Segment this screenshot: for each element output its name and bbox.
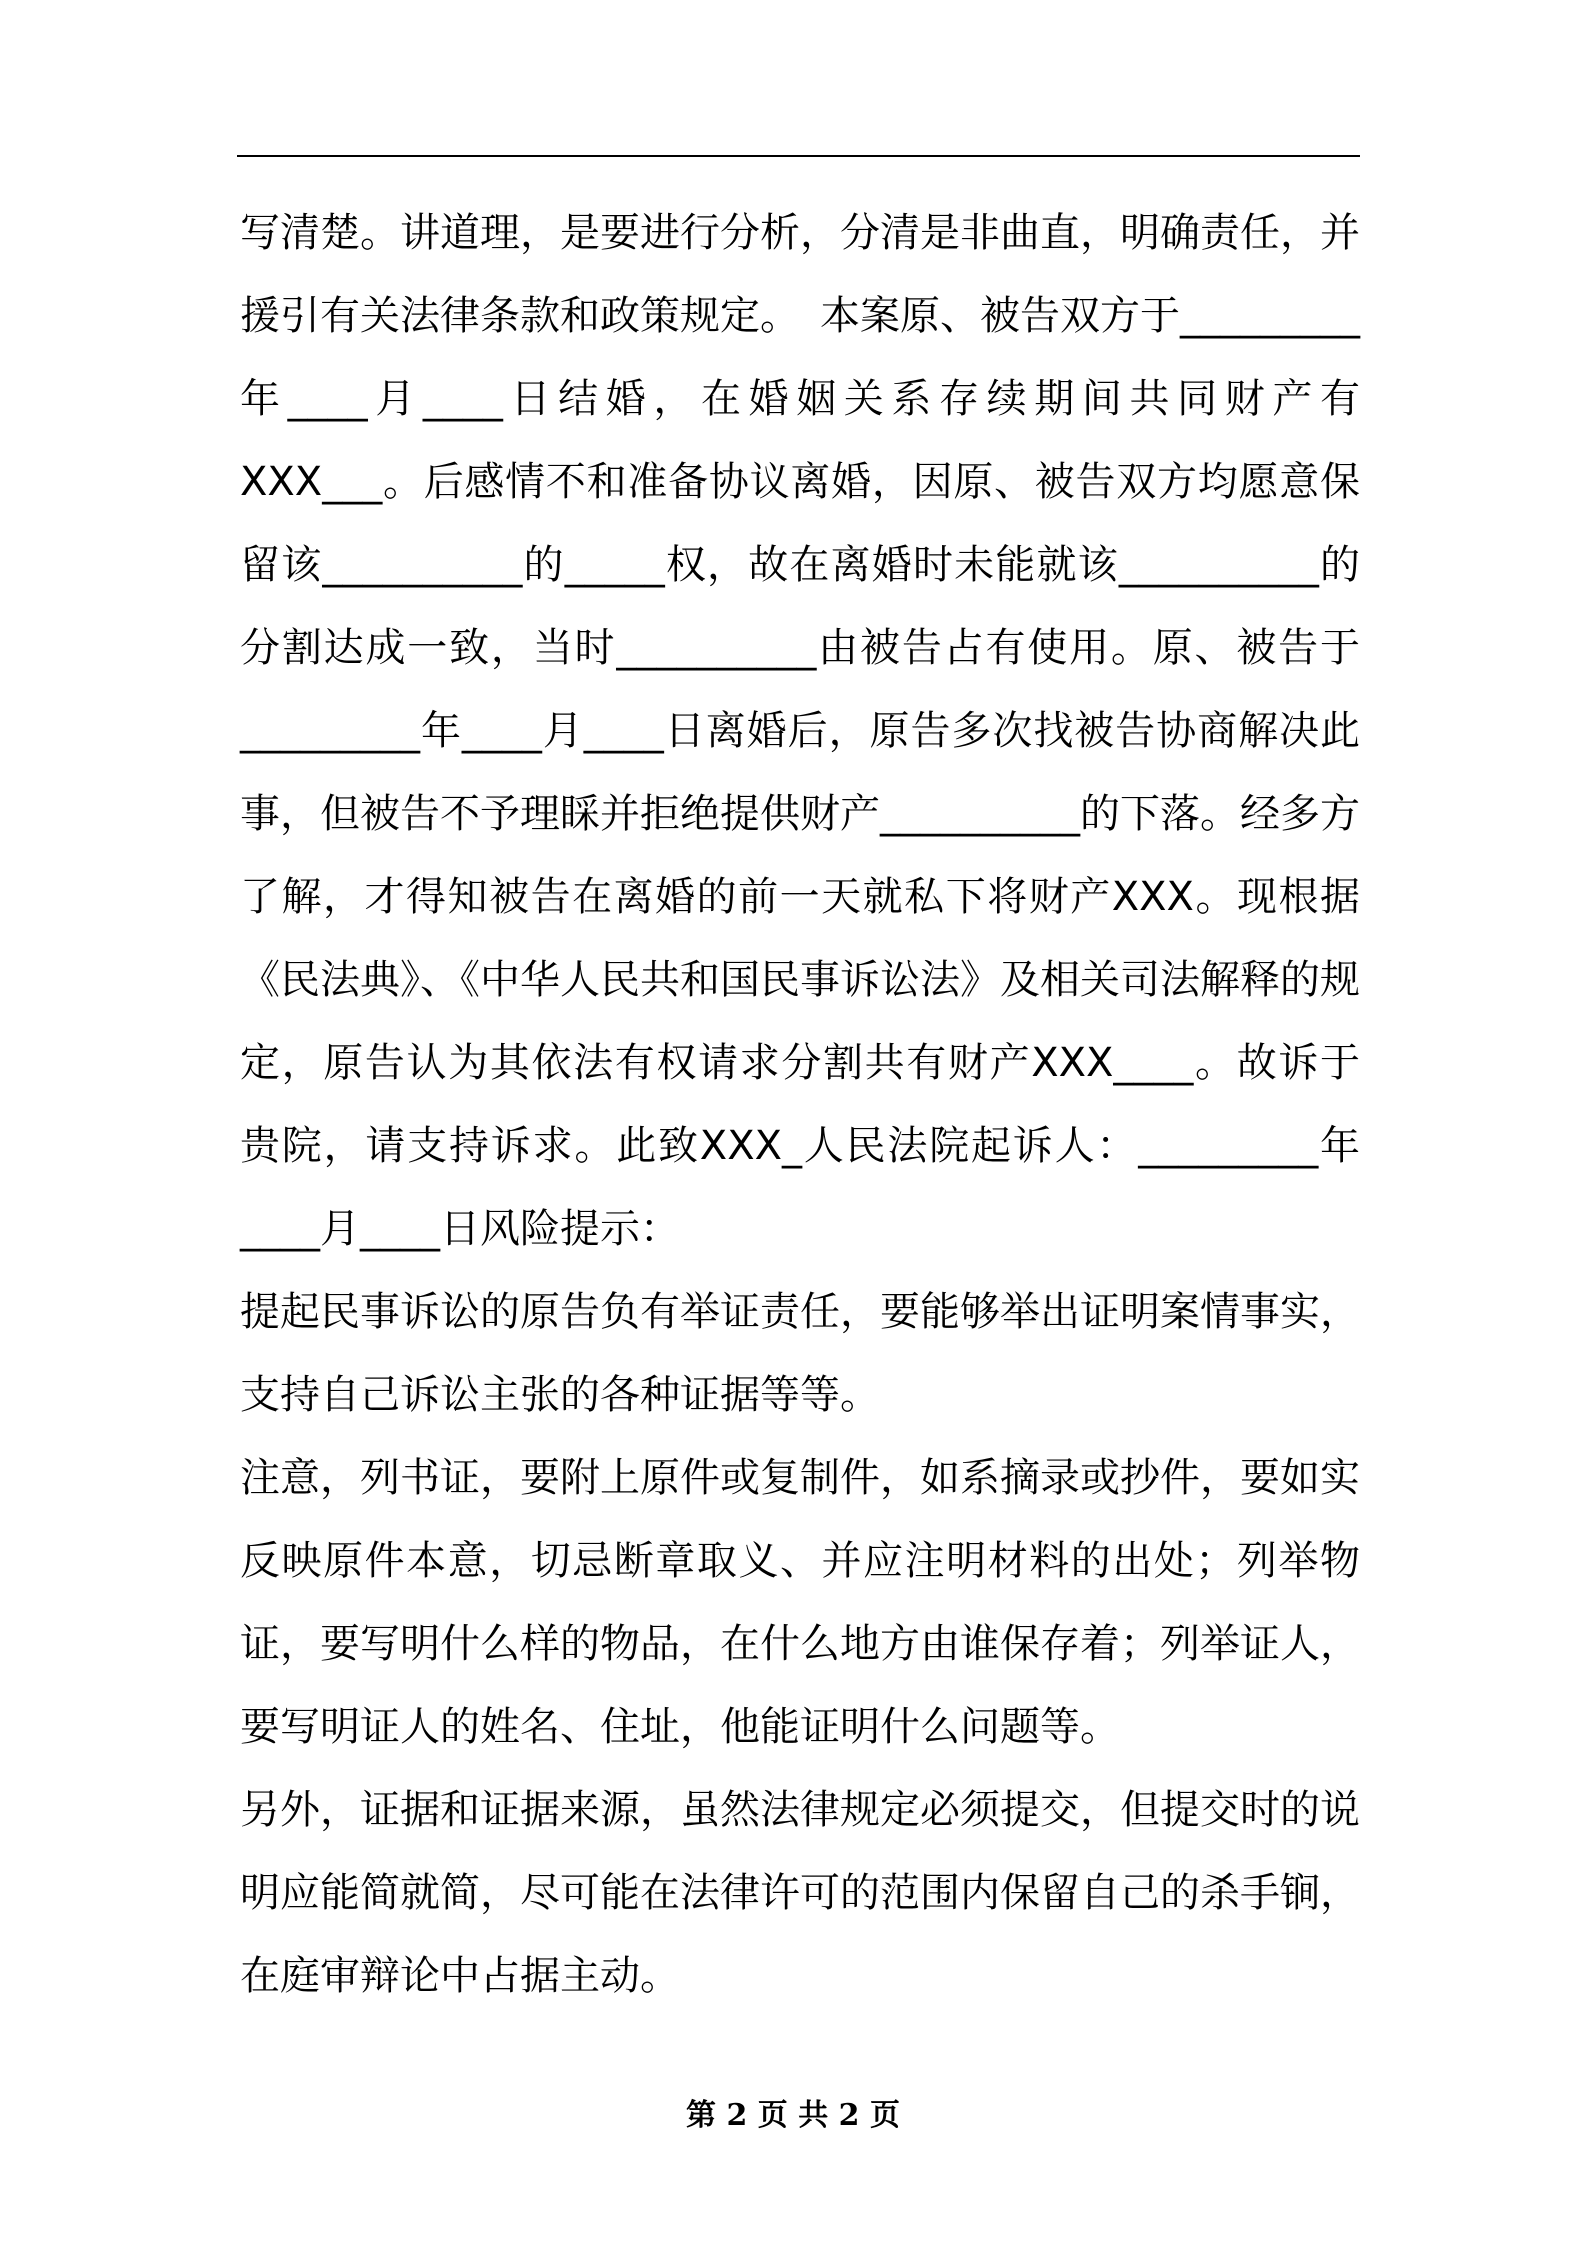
document-body: [240, 192, 1360, 2018]
page-number: 第 2 页 共 2 页: [686, 2098, 900, 2133]
paragraph-complaint-body: 写清楚。讲道理，是要进行分析，分清是非曲直，明确责任，并援引有关法律条款和政策规定。 本案原、被告双方于_________年____月____日结婚，在婚姻关系存续期间共同财产有XXX___。后感情不和准备协议离婚，因原、被告双方均愿意保留该__________的_____权，故在离婚时未能就该__________的分割达成一致，当时__________由被告占有使用。原、被告于_________年____月____日离婚后，原告多次找被告协商解决此事，但被告不予理睬并拒绝提供财产__________的下落。经多方了解，才得知被告在离婚的前一天就私下将财产XXX。现根据《民法典》、《中华人民共和国民事诉讼法》及相关司法解释的规定，原告认为其依法有权请求分割共有财产XXX____。故诉于贵院，请支持诉求。此致XXX_人民法院起诉人：_________年____月____日风险提示：: [240, 210, 1360, 1252]
header-divider: [237, 155, 1360, 157]
paragraph-burden-of-proof: 提起民事诉讼的原告负有举证责任，要能够举出证明案情事实，支持自己诉讼主张的各种证据等等。: [240, 1289, 1360, 1418]
paragraph-evidence-strategy: 另外，证据和证据来源，虽然法律规定必须提交，但提交时的说明应能简就简，尽可能在法律许可的范围内保留自己的杀手锏，在庭审辩论中占据主动。: [240, 1787, 1360, 1999]
paragraph-evidence-notes: 注意，列书证，要附上原件或复制件，如系摘录或抄件，要如实反映原件本意，切忌断章取义、并应注明材料的出处；列举物证，要写明什么样的物品，在什么地方由谁保存着；列举证人，要写明证人的姓名、住址，他能证明什么问题等。: [240, 1455, 1360, 1750]
